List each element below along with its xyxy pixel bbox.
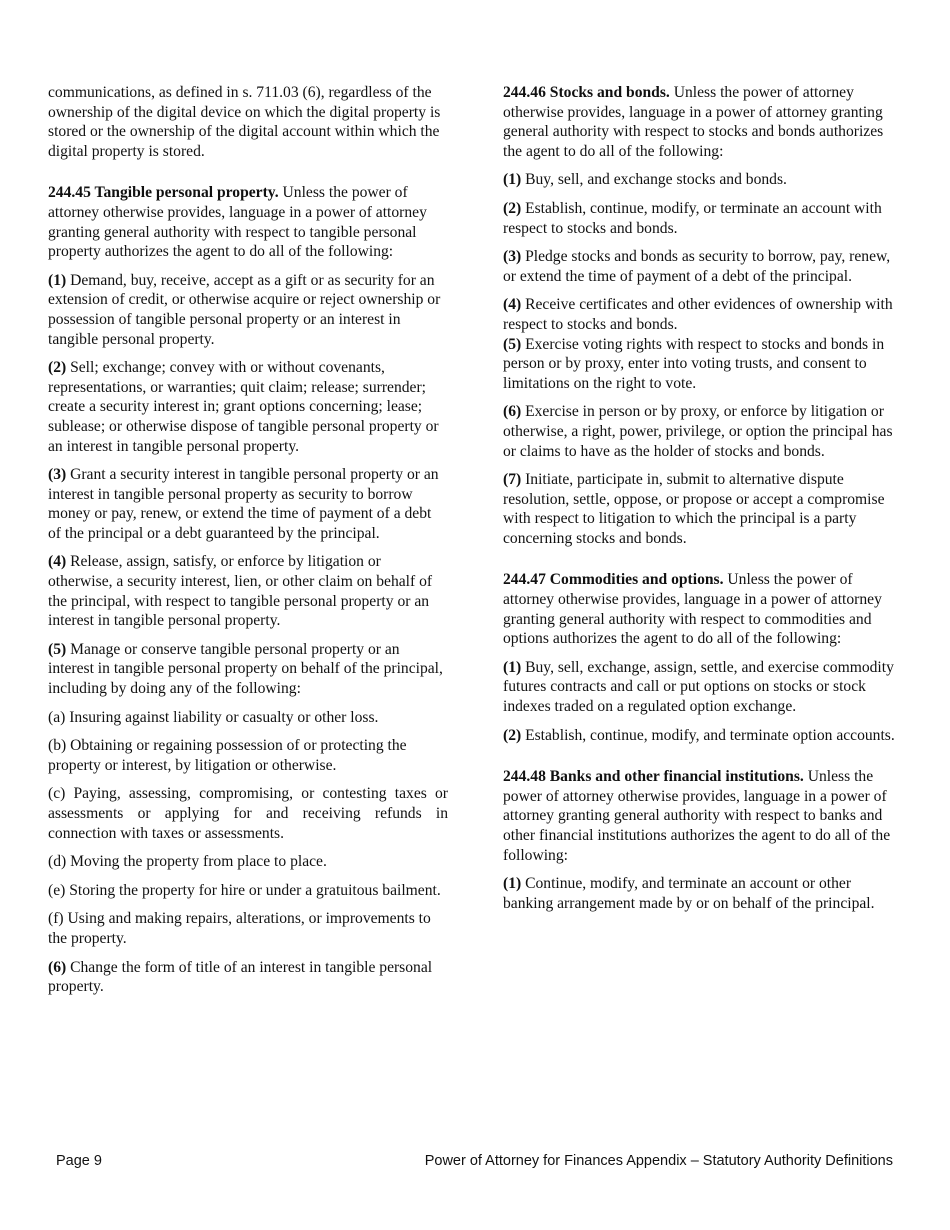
item-number: (5) <box>48 640 67 658</box>
item-text: Grant a security interest in tangible personal property or an interest in tangible personal property as security to borrow money or pay, renew, or extend the time of payment of a debt of the principal or a debt guaranteed by the principal. <box>48 466 439 542</box>
item-text: Exercise voting rights with respect to stocks and bonds in person or by proxy, enter into voting trusts, and consent to limitations on the right to vote. <box>503 335 885 392</box>
list-item <box>503 335 905 394</box>
sub-item: (f) Using and making repairs, alterations, or improvements to the property. <box>48 910 431 947</box>
section-intro <box>503 83 905 161</box>
list-item <box>503 295 905 334</box>
intro-paragraph: communications, as defined in s. 711.03 (6), regardless of the ownership of the digital device on which the digital property is stored or the ownership of the digital account within which the digital property is stored. <box>48 84 441 160</box>
item-text: Establish, continue, modify, and terminate option accounts. <box>521 726 895 744</box>
item-text: Demand, buy, receive, accept as a gift or as security for an extension of credit, or otherwise acquire or reject ownership or possession of tangible personal property or an interest in tangible personal property. <box>48 271 441 348</box>
item-text: Buy, sell, exchange, assign, settle, and exercise commodity futures contracts and call or put options on stocks or stock indexes traded on a regulated option exchange. <box>503 658 894 716</box>
section-intro <box>48 183 448 261</box>
list-item <box>48 271 448 349</box>
sub-item: (b) Obtaining or regaining possession of or protecting the property or interest, by litigation or otherwise. <box>48 737 407 774</box>
list-item <box>503 402 905 461</box>
item-number: (3) <box>503 248 522 266</box>
section-text: Unless the power of attorney otherwise provides, language in a power of attorney granting general authority with respect to stocks and bonds authorizes the agent to do all of the following: <box>503 84 884 160</box>
item-number: (1) <box>503 171 522 189</box>
section-text: Unless the power of attorney otherwise provides, language in a power of attorney granting general authority with respect to banks and other financial institutions authorizes the agent to do all of the following: <box>503 768 891 864</box>
item-text: Manage or conserve tangible personal property or an interest in tangible personal property on behalf of the principal, including by doing any of the following: <box>48 640 443 698</box>
item-number: (2) <box>503 726 522 744</box>
list-item <box>48 552 448 630</box>
item-number: (6) <box>503 403 522 421</box>
item-number: (5) <box>503 335 522 353</box>
list-item <box>503 199 905 238</box>
list-item <box>48 958 448 997</box>
item-text: Change the form of title of an interest in tangible personal property. <box>48 958 433 996</box>
item-text: Receive certificates and other evidences of ownership with respect to stocks and bonds. <box>503 296 893 333</box>
item-text: Pledge stocks and bonds as security to borrow, pay, renew, or extend the time of payment of a debt of the principal. <box>503 248 891 285</box>
item-number: (4) <box>48 553 67 571</box>
list-item <box>48 465 448 543</box>
list-item <box>503 247 905 286</box>
section-intro <box>503 767 905 865</box>
section-heading: 244.46 Stocks and bonds. <box>503 84 670 101</box>
item-text: Initiate, participate in, submit to alternative dispute resolution, settle, oppose, or propose or accept a compromise with respect to litigation to which the principal is a party concerning stocks and bonds. <box>503 471 885 547</box>
item-number: (2) <box>48 359 67 377</box>
sub-item: (d) Moving the property from place to place. <box>48 853 327 871</box>
list-item <box>48 358 448 456</box>
footer-title: Power of Attorney for Finances Appendix – Statutory Authority Definitions <box>424 1153 893 1169</box>
item-text: Continue, modify, and terminate an account or other banking arrangement made by or on behalf of the principal. <box>503 875 875 912</box>
list-item <box>503 874 905 913</box>
section-244-48 <box>503 767 905 913</box>
sub-item: (a) Insuring against liability or casualty or other loss. <box>48 708 379 726</box>
list-item <box>503 726 905 746</box>
item-text: Exercise in person or by proxy, or enforce by litigation or otherwise, a right, power, privilege, or option the principal has or claims to have as the holder of stocks and bonds. <box>503 403 893 460</box>
section-intro <box>503 570 905 648</box>
sub-item: (c) Paying, assessing, compromising, or contesting taxes or assessments or applying for and receiving refunds in connection with taxes or assessments. <box>48 785 448 842</box>
section-text: Unless the power of attorney otherwise provides, language in a power of attorney granting general authority with respect to commodities and options authorizes the agent to do all of the following: <box>503 571 882 648</box>
item-number: (1) <box>48 271 67 289</box>
section-244-47 <box>503 570 905 745</box>
item-text: Buy, sell, and exchange stocks and bonds. <box>521 171 787 189</box>
item-text: Sell; exchange; convey with or without covenants, representations, or warranties; quit claim; release; surrender; create a security interest in; grant options concerning; lease; sublease; or otherwise dispose of tangible personal property or an interest in tangible personal property. <box>48 359 439 455</box>
item-number: (4) <box>503 296 522 314</box>
item-number: (7) <box>503 471 522 489</box>
section-heading: 244.47 Commodities and options. <box>503 571 724 589</box>
item-number: (1) <box>503 658 522 676</box>
item-text: Establish, continue, modify, or terminate an account with respect to stocks and bonds. <box>503 199 882 237</box>
item-number: (2) <box>503 199 522 217</box>
item-text: Release, assign, satisfy, or enforce by litigation or otherwise, a security interest, lien, or other claim on behalf of the principal, with respect to tangible personal property or an interest in tangible personal property. <box>48 553 433 630</box>
section-heading: 244.45 Tangible personal property. <box>48 184 279 202</box>
item-number: (3) <box>48 466 67 484</box>
sub-item: (e) Storing the property for hire or under a gratuitous bailment. <box>48 881 441 899</box>
list-item <box>503 658 905 717</box>
list-item <box>48 640 448 699</box>
right-column <box>503 83 905 922</box>
section-text: Unless the power of attorney otherwise provides, language in a power of attorney granting general authority with respect to tangible personal property authorizes the agent to do all of the following: <box>48 184 427 261</box>
list-item <box>503 170 905 190</box>
section-244-45 <box>48 183 448 996</box>
page-number: Page 9 <box>56 1153 102 1169</box>
list-item <box>503 470 905 548</box>
section-heading: 244.48 Banks and other financial institutions. <box>503 768 804 786</box>
left-column <box>48 83 448 1006</box>
item-number: (1) <box>503 875 522 893</box>
item-number: (6) <box>48 958 67 976</box>
section-244-46 <box>503 83 905 548</box>
